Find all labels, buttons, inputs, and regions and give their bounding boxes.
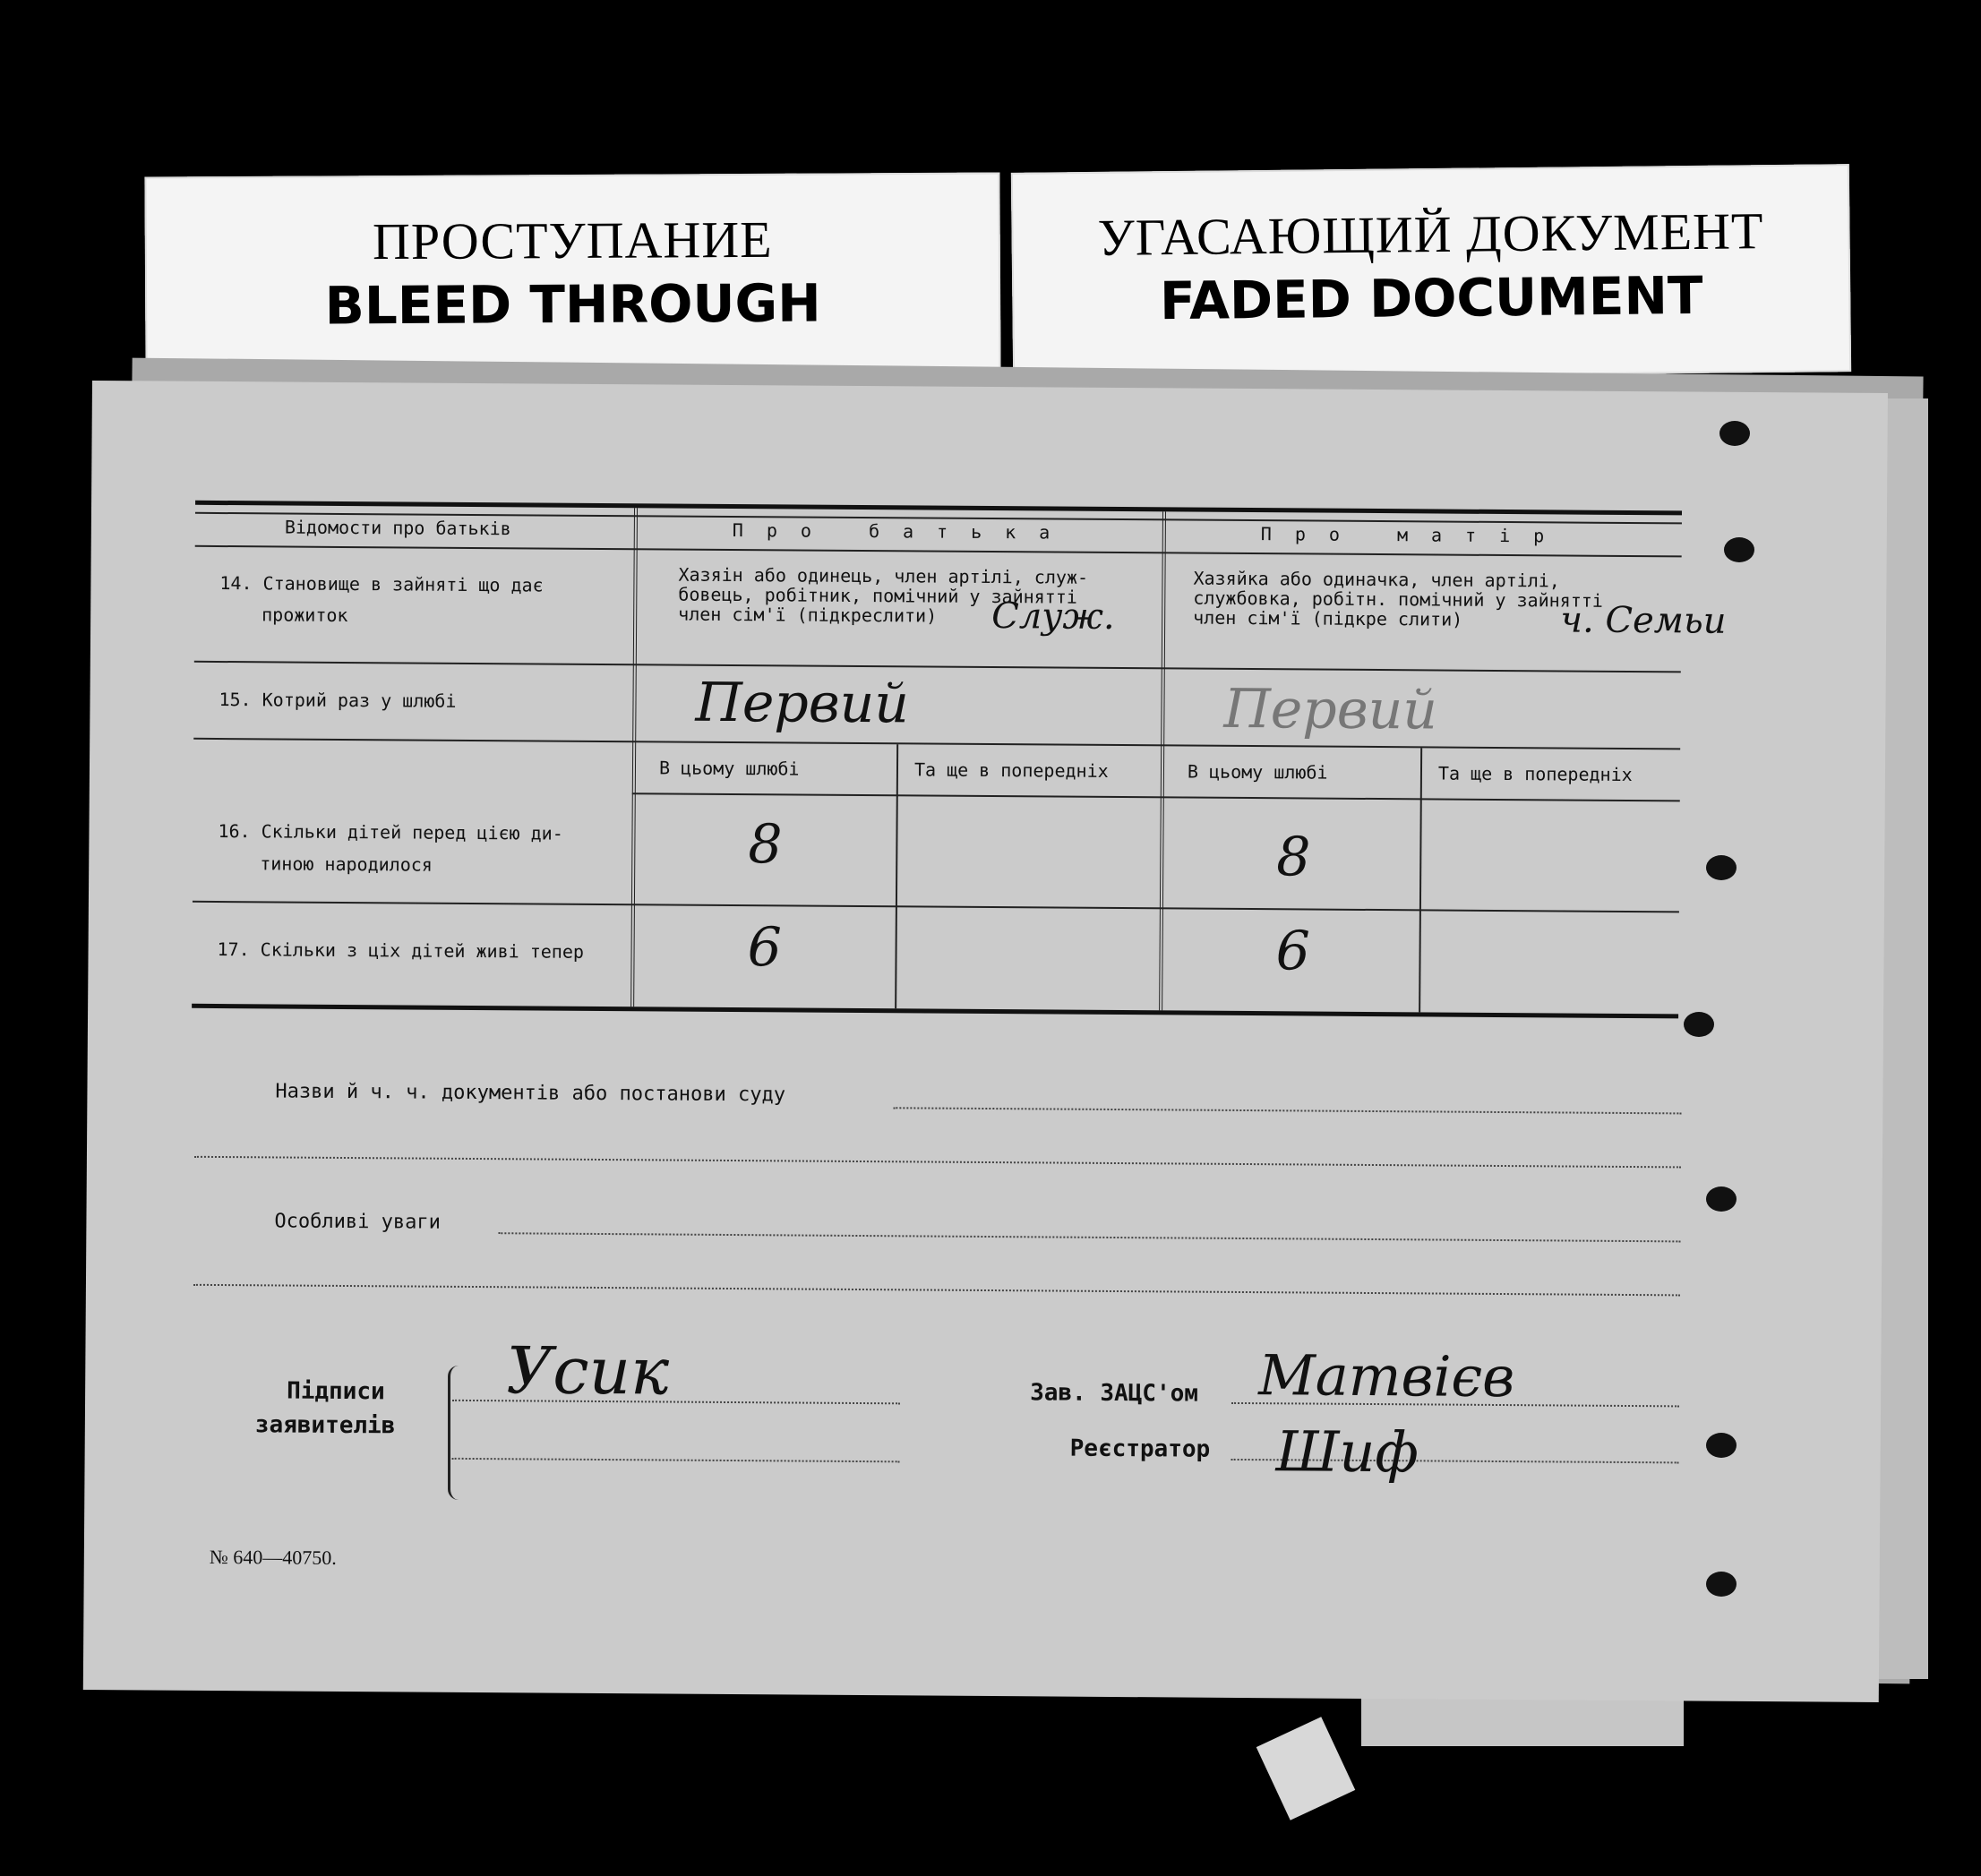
faded-document-ru: УГАСАЮЩИЙ ДОКУМЕНТ (1097, 201, 1764, 267)
col-head-father: Про батька (732, 518, 1074, 544)
row17-mother-value: 6 (1275, 920, 1311, 983)
row14-label-1: 14. Становище в зайняті що дає (219, 572, 544, 596)
documents-label: Назви й ч. ч. документів або постанови суду (275, 1080, 786, 1107)
faded-document-en: FADED DOCUMENT (1159, 264, 1703, 332)
applicant-signature: Усик (506, 1332, 670, 1409)
head-signature: Матвієв (1258, 1342, 1515, 1410)
registrar-label: Реєстратор (1069, 1435, 1211, 1463)
row14-father-text-1: Хазяін або одинець, член артілі, служ- (678, 563, 1089, 588)
punch-hole (1706, 855, 1737, 880)
row16-father-value: 8 (748, 813, 783, 877)
subhead-father-previous: Та ще в попередніх (913, 758, 1109, 782)
documents-line-2 (194, 1156, 1681, 1169)
col-divider-father (895, 744, 898, 1008)
subhead-mother-current: В цьому шлюбі (1187, 760, 1328, 784)
row15-rule (193, 738, 1680, 750)
subhead-rule (632, 792, 1680, 801)
col-divider-2 (1159, 511, 1166, 1010)
row16-label-1: 16. Скільки дітей перед цією ди- (218, 819, 563, 844)
paper-chip (1256, 1717, 1356, 1820)
table-header-rule (195, 545, 1682, 558)
row15-mother-handwriting: Первий (1223, 677, 1438, 742)
row14-father-text-2: бовець, робітник, помічний у зайнятті (678, 583, 1077, 608)
col-divider-mother (1419, 748, 1422, 1012)
row15-father-handwriting: Первий (695, 671, 910, 736)
punch-hole (1684, 1012, 1714, 1037)
subhead-mother-previous: Та ще в попередніх (1437, 762, 1633, 786)
bleed-through-ru: ПРОСТУПАНИЕ (372, 210, 773, 271)
row14-father-text-3: член сім'ї (підкреслити) (678, 603, 938, 627)
documents-line-1 (893, 1107, 1681, 1114)
row17-father-value: 6 (747, 916, 783, 980)
punch-hole (1706, 1572, 1737, 1597)
bleed-through-en: BLEED THROUGH (324, 272, 821, 337)
signatures-label-2: заявителів (254, 1411, 396, 1440)
applicant-signature-line-2 (452, 1458, 900, 1462)
col-head-parents: Відомости про батьків (284, 516, 511, 540)
remarks-label: Особливі уваги (274, 1210, 441, 1234)
form-number: № 640—40750. (209, 1545, 337, 1569)
parents-table (192, 501, 1727, 1019)
col-head-mother: Про матір (1260, 523, 1568, 547)
punch-hole (1724, 537, 1754, 562)
row14-mother-text-2: службовка, робітн. помічний у зайнятті (1193, 587, 1603, 612)
remarks-line-2 (193, 1284, 1680, 1297)
row16-label-2: тиною народилося (260, 852, 433, 876)
remarks-line-1 (498, 1232, 1680, 1242)
row14-label-2: прожиток (262, 604, 348, 626)
row16-rule (193, 901, 1679, 913)
punch-hole (1719, 421, 1750, 446)
subhead-father-current: В цьому шлюбі (658, 757, 800, 780)
row16-mother-value: 8 (1276, 826, 1311, 889)
row14-father-handwriting: Служ. (991, 595, 1115, 638)
col-divider-1 (630, 508, 638, 1007)
bleed-through-notice (144, 173, 1000, 381)
row14-mother-text-3: член сім'ї (підкре слити) (1193, 606, 1463, 630)
signatures-label-1: Підписи (287, 1377, 385, 1406)
punch-hole (1706, 1186, 1737, 1212)
faded-document-notice (1011, 164, 1851, 381)
registrar-signature: Шиф (1275, 1418, 1419, 1486)
row14-mother-handwriting: ч. Семьи (1560, 599, 1727, 642)
row17-label: 17. Скільки з ціх дітей живі тепер (217, 938, 585, 963)
row15-label: 15. Котрий раз у шлюбі (219, 688, 457, 712)
punch-hole (1706, 1433, 1737, 1458)
registry-form-sheet (83, 381, 1888, 1702)
head-label: Зав. ЗАЦС'ом (1030, 1379, 1199, 1408)
signatures-brace (448, 1366, 467, 1500)
row14-rule (194, 661, 1681, 673)
row14-mother-text-1: Хазяйка або одиначка, член артілі, (1193, 567, 1560, 592)
